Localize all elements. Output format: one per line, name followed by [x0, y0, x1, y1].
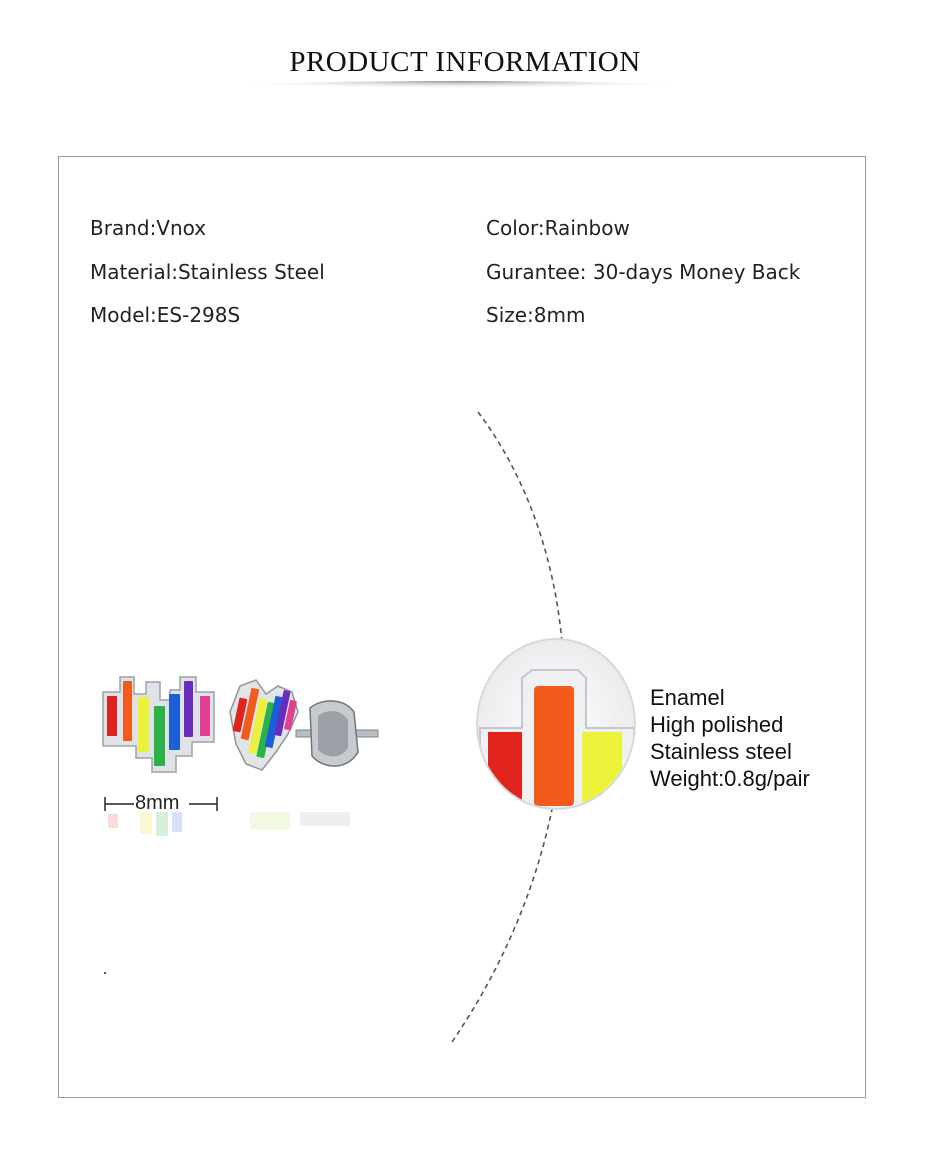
spec-size: Size:8mm	[486, 303, 586, 327]
callout-polished: High polished	[650, 712, 784, 737]
decorative-dot	[104, 972, 106, 974]
enamel-closeup-image	[474, 636, 638, 812]
dimension-label: 8mm	[135, 792, 180, 814]
spec-brand: Brand:Vnox	[90, 216, 207, 240]
callout-enamel: Enamel	[650, 685, 725, 710]
earring-front-image	[100, 672, 220, 782]
spec-guarantee: Gurantee: 30-days Money Back	[486, 260, 801, 284]
spec-material: Material:Stainless Steel	[90, 260, 325, 284]
spec-color: Color:Rainbow	[486, 216, 630, 240]
callout-weight: Weight:0.8g/pair	[650, 766, 810, 791]
earring-side-image	[226, 672, 386, 782]
page-title: PRODUCT INFORMATION	[289, 46, 641, 78]
spec-model: Model:ES-298S	[90, 303, 241, 327]
callout-text	[650, 684, 810, 792]
callout-steel: Stainless steel	[650, 739, 792, 764]
